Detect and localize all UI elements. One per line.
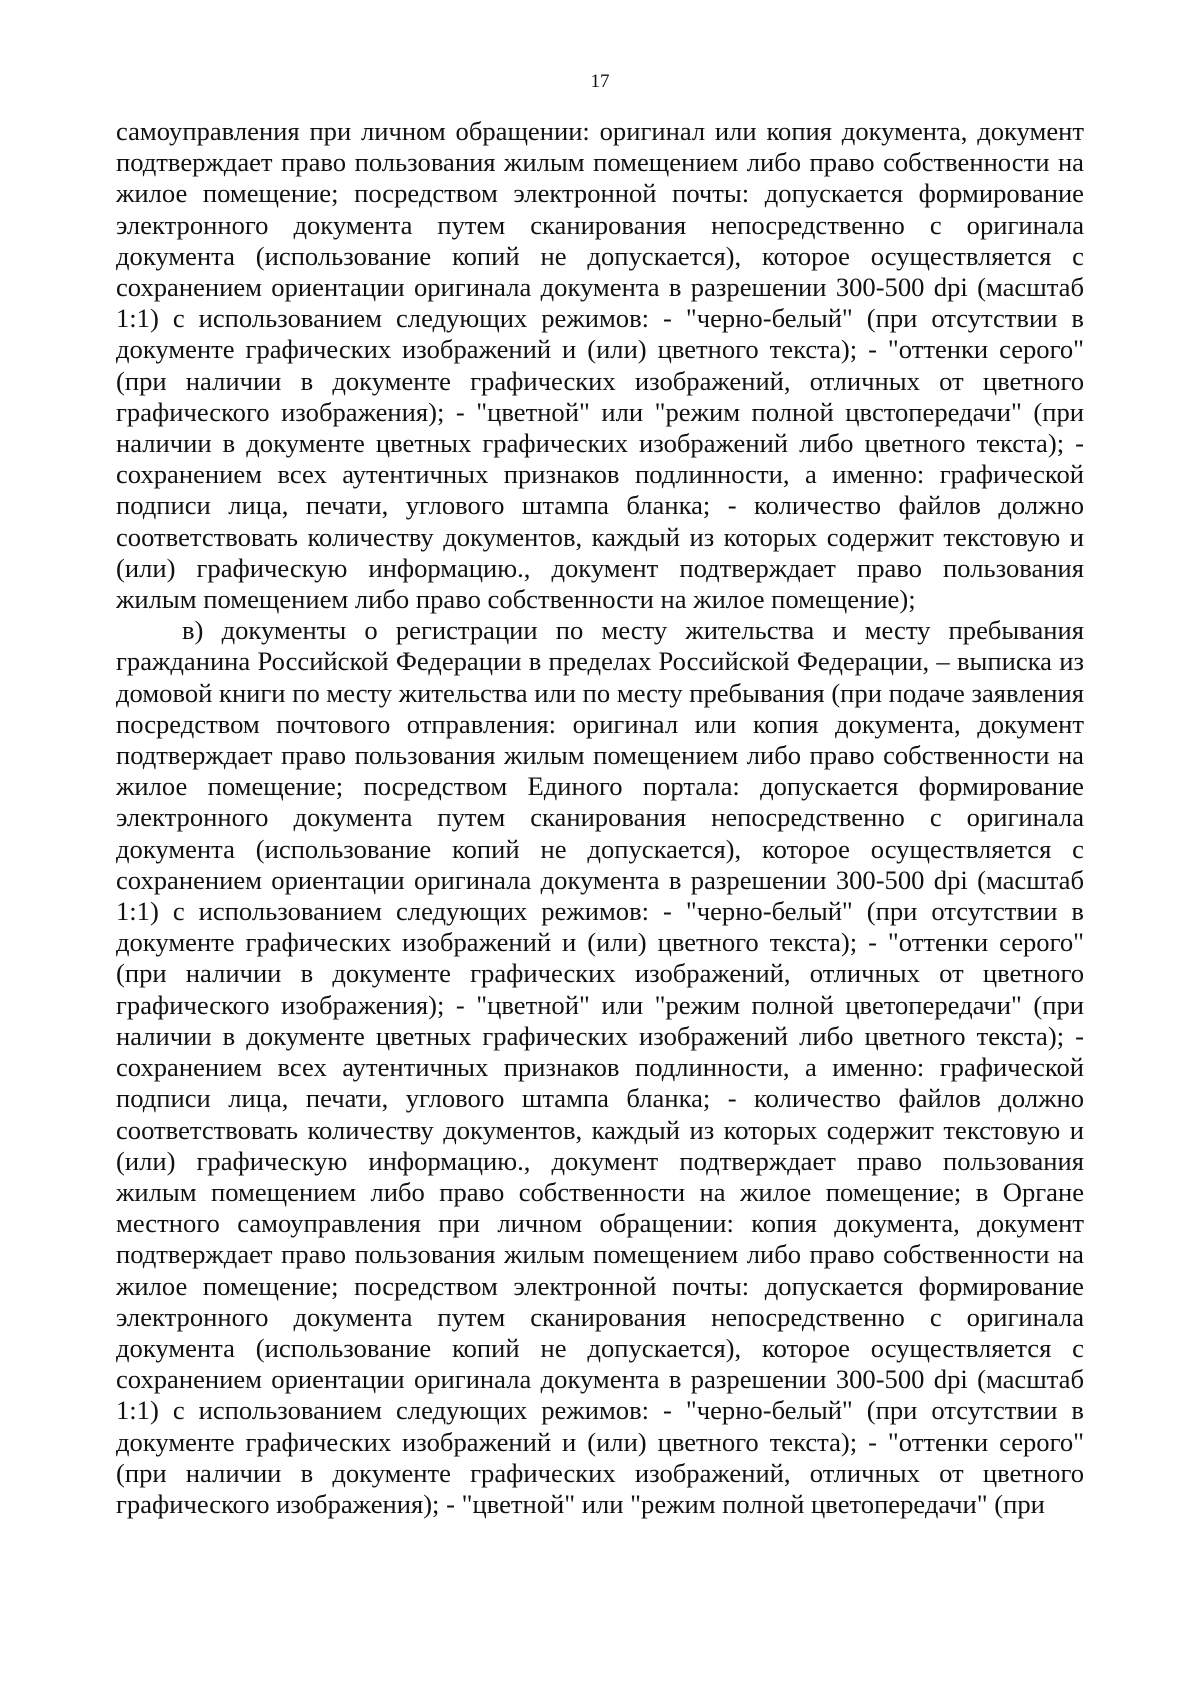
paragraph-continuation: самоуправления при личном обращении: оригинал или копия документа, документ подтверждает право пользования жилым помещением либо право собственности на жилое помещение; посредством электронной почты: допускается формирование электронного документа путем сканирования непосредственно с оригинала документа (использование копий не допускается), которое осуществляется с сохранением ориентации оригинала документа в разрешении 300-500 dpi (масштаб 1:1) с использованием следующих режимов: - "черно-белый" (при отсутствии в документе графических изображений и (или) цветного текста); - "оттенки серого" (при наличии в документе графических изображений, отличных от цветного графического изображения); - "цветной" или "режим полной цвстопередачи" (при наличии в документе цветных графических изображений либо цветного текста); - сохранением всех аутентичных признаков подлинности, а именно: графической подписи лица, печати, углового штампа бланка; - количество файлов должно соответствовать количеству документов, каждый из которых содержит текстовую и (или) графическую информацию., документ подтверждает право пользования жилым помещением либо право собственности на жилое помещение); [116, 116, 1084, 615]
document-body [116, 116, 1084, 1520]
page-number: 17 [590, 71, 610, 92]
paragraph-item-v: в) документы о регистрации по месту жительства и месту пребывания гражданина Российской Федерации в пределах Российской Федерации, – выписка из домовой книги по месту жительства или по месту пребывания (при подаче заявления посредством почтового отправления: оригинал или копия документа, документ подтверждает право пользования жилым помещением либо право собственности на жилое помещение; посредством Единого портала: допускается формирование электронного документа путем сканирования непосредственно с оригинала документа (использование копий не допускается), которое осуществляется с сохранением ориентации оригинала документа в разрешении 300-500 dpi (масштаб 1:1) с использованием следующих режимов: - "черно-белый" (при отсутствии в документе графических изображений и (или) цветного текста); - "оттенки серого" (при наличии в документе графических изображений, отличных от цветного графического изображения); - "цветной" или "режим полной цветопередачи" (при наличии в документе цветных графических изображений либо цветного текста); - сохранением всех аутентичных признаков подлинности, а именно: графической подписи лица, печати, углового штампа бланка; - количество файлов должно соответствовать количеству документов, каждый из которых содержит текстовую и (или) графическую информацию., документ подтверждает право пользования жилым помещением либо право собственности на жилое помещение; в Органе местного самоуправления при личном обращении: копия документа, документ подтверждает право пользования жилым помещением либо право собственности на жилое помещение; посредством электронной почты: допускается формирование электронного документа путем сканирования непосредственно с оригинала документа (использование копий не допускается), которое осуществляется с сохранением ориентации оригинала документа в разрешении 300-500 dpi (масштаб 1:1) с использованием следующих режимов: - "черно-белый" (при отсутствии в документе графических изображений и (или) цветного текста); - "оттенки серого" (при наличии в документе графических изображений, отличных от цветного графического изображения); - "цветной" или "режим полной цветопередачи" (при [116, 615, 1084, 1519]
